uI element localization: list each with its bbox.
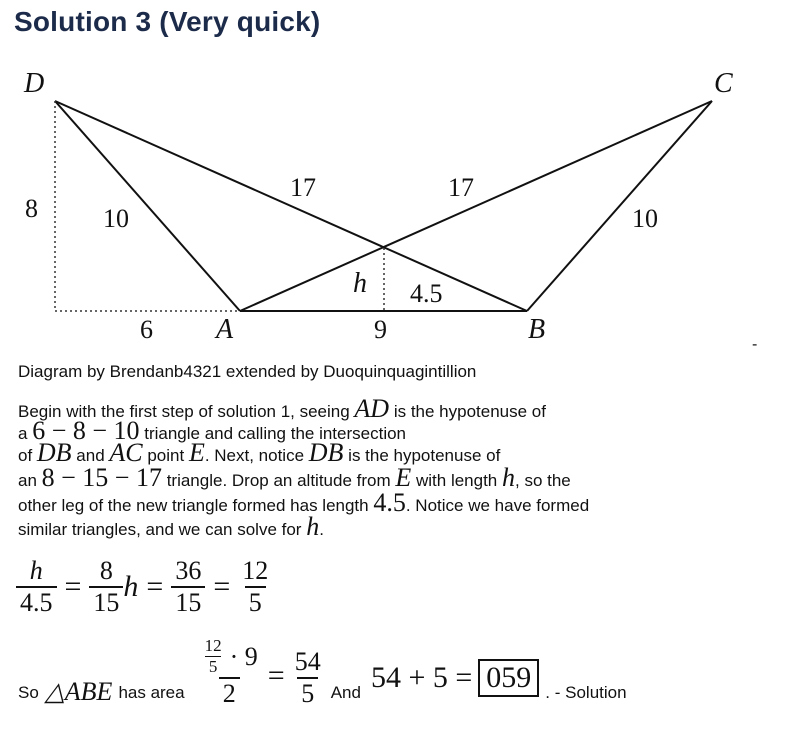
label-h: h [353, 268, 367, 299]
fraction-12-over-5-small: $\frac{12}{5}$ [204, 636, 222, 676]
paragraph-line-5: other leg of the new triangle formed has length 4.5. Notice we have formed [18, 488, 590, 517]
point-label-c: C [714, 68, 733, 99]
label-4-5: 4.5 [410, 279, 443, 308]
label-6: 6 [140, 315, 153, 344]
paragraph-line-1: Begin with the first step of solution 1, seeing AD is the hypotenuse of [18, 394, 546, 423]
diagram-caption: Diagram by Brendanb4321 extended by Duoquinquagintillion [18, 362, 477, 381]
page-title: Solution 3 (Very quick) [14, 6, 321, 37]
geometry-diagram [0, 60, 800, 350]
fraction-area: $\frac{12}{5}$ · 9 2 [197, 636, 262, 709]
label-8: 8 [25, 194, 38, 223]
equation-area: So △ABE has area $\frac{12}{5}$ · 9 2 = $\frac{54}{5}$ And 54 + 5 = 059 . - Solution [18, 636, 627, 708]
point-label-b: B [528, 314, 546, 345]
label-9: 9 [374, 315, 387, 344]
fraction-54-over-5: $\frac{54}{5}$ [294, 647, 321, 708]
segment-da [55, 101, 240, 311]
label-17-left: 17 [290, 173, 316, 202]
boxed-answer: 059 [478, 659, 539, 697]
label-17-right: 17 [448, 173, 474, 202]
label-10-left: 10 [103, 204, 129, 233]
label-10-right: 10 [632, 204, 658, 233]
paragraph-line-4: an 8 − 15 − 17 triangle. Drop an altitude from E with length h, so the [18, 463, 571, 492]
paragraph-line-6: similar triangles, and we can solve for h. [18, 512, 324, 541]
segment-bc [527, 101, 712, 311]
equation-similar-triangles: $\frac{h}{4.5}$ = $\frac{8}{15}$ h = $\frac{36}{15}$ = $\frac{12}{5}$ [16, 556, 272, 618]
point-label-a: A [216, 314, 234, 345]
paragraph-line-2: a 6 − 8 − 10 triangle and calling the intersection [18, 416, 407, 445]
point-label-d: D [24, 68, 45, 99]
stray-dash: - [752, 336, 758, 353]
fraction-8-over-15: $\frac{8}{15}$ [89, 556, 123, 618]
fraction-12-over-5: $\frac{12}{5}$ [242, 556, 269, 617]
paragraph-line-3: of DB and AC point E. Next, notice DB is the hypotenuse of [18, 438, 501, 467]
fraction-36-over-15: $\frac{36}{15}$ [171, 556, 205, 618]
fraction-h-over-4-5: $\frac{h}{4.5}$ [16, 556, 57, 618]
